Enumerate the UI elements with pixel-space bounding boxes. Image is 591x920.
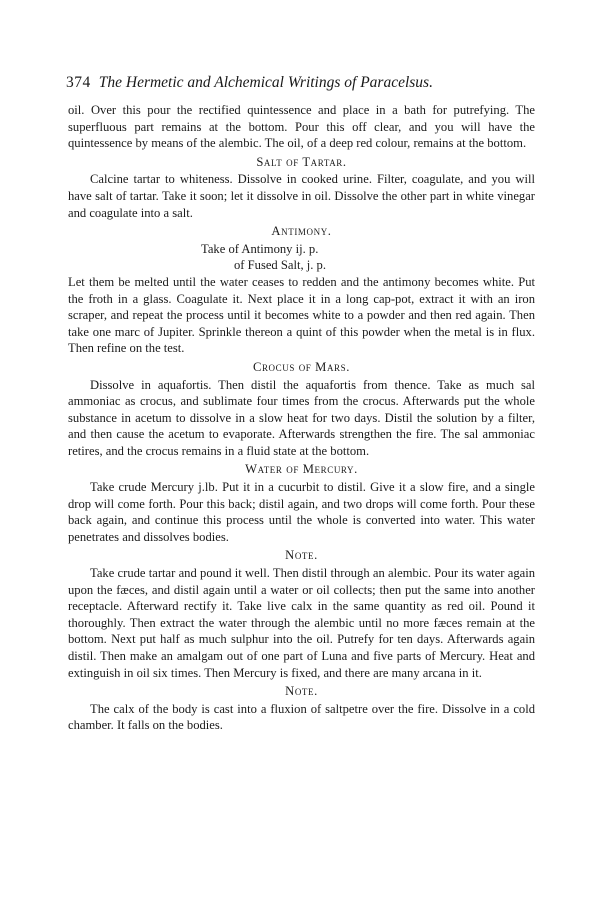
running-title: The Hermetic and Alchemical Writings of Paracelsus. [98, 74, 433, 91]
heading-note: Note. [285, 548, 318, 563]
salt-of-tartar-paragraph: Calcine tartar to whiteness. Dissolve in cooked urine. Filter, coagulate, and you will have salt of tartar. Take it soon; let it dissolve in oil. Dissolve the other part in white vinegar and coagulate into a salt. [68, 172, 535, 220]
note-paragraph: The calx of the body is cast into a fluxion of saltpetre over the fire. Dissolve in a cold chamber. It falls on the bodies. [68, 701, 535, 733]
recipe-line: of Fused Salt, j. p. [234, 258, 327, 273]
heading-note: Note. [285, 684, 318, 699]
heading-water-of-mercury: Water of Mercury. [245, 462, 358, 477]
heading-crocus-of-mars: Crocus of Mars. [252, 359, 351, 374]
heading-antimony: Antimony. [271, 224, 332, 239]
page-number: 374 [66, 74, 91, 91]
water-of-mercury-paragraph: Take crude Mercury j.lb. Put it in a cucurbit to distil. Give it a slow fire, and a single drop will come forth. Pour this back; distil again, and two drops will come forth. Pour these back again, and continue this process until the whole is converted into water. This water penetrates and dissolves bodies. [68, 480, 535, 544]
recipe-line: Take of Antimony ij. p. [201, 241, 319, 256]
crocus-of-mars-paragraph: Dissolve in aquafortis. Then distil the aquafortis from thence. Take as much sal ammoniac as crocus, and sublimate four times from the crocus. Afterwards put the whole substance in acetum to dissolve in a slow heat for two days. Distil the solution by a filter, and then cause the acetum to evaporate. Afterwards strengthen the fire. The sal ammoniac retires, and the crocus remains in a fluid state at the bottom. [68, 377, 535, 458]
heading-salt-of-tartar: Salt of Tartar. [256, 154, 347, 169]
note-paragraph: Take crude tartar and pound it well. Then distil through an alembic. Pour its water again upon the fæces, and distil again until a water or oil collects; then put the same into another receptacle. Afterward rectify it. Take live calx in the same quantity as red oil. Pound it thoroughly. Then extract the water through the alembic until no more fæces remain at the bottom. Next put half as much sulphur into the oil. Putrefy for ten days. Afterwards again distil. Then make an amalgam out of one part of Luna and five parts of Mercury. Heat and extinguish in oil six times. Then Mercury is fixed, and there are many arcana in it. [68, 566, 535, 680]
intro-paragraph: oil. Over this pour the rectified quintessence and place in a bath for putrefying. The superfluous part remains at the bottom. Pour this off clear, and you will have the quintessence by means of the alembic. The oil, of a deep red colour, remains at the bottom. [68, 103, 535, 151]
page-body [68, 102, 535, 734]
antimony-recipe [68, 241, 535, 274]
antimony-paragraph: Let them be melted until the water ceases to redden and the antimony becomes white. Put the froth in a glass. Coagulate it. Next place it in a long cap-pot, extract it with an iron scraper, and repeat the process until it becomes white to a powder and then red again. Then take one marc of Jupiter. Sprinkle thereon a quint of this powder when the metal is in flux. Then refine on the test. [68, 274, 535, 356]
running-head [66, 74, 546, 92]
